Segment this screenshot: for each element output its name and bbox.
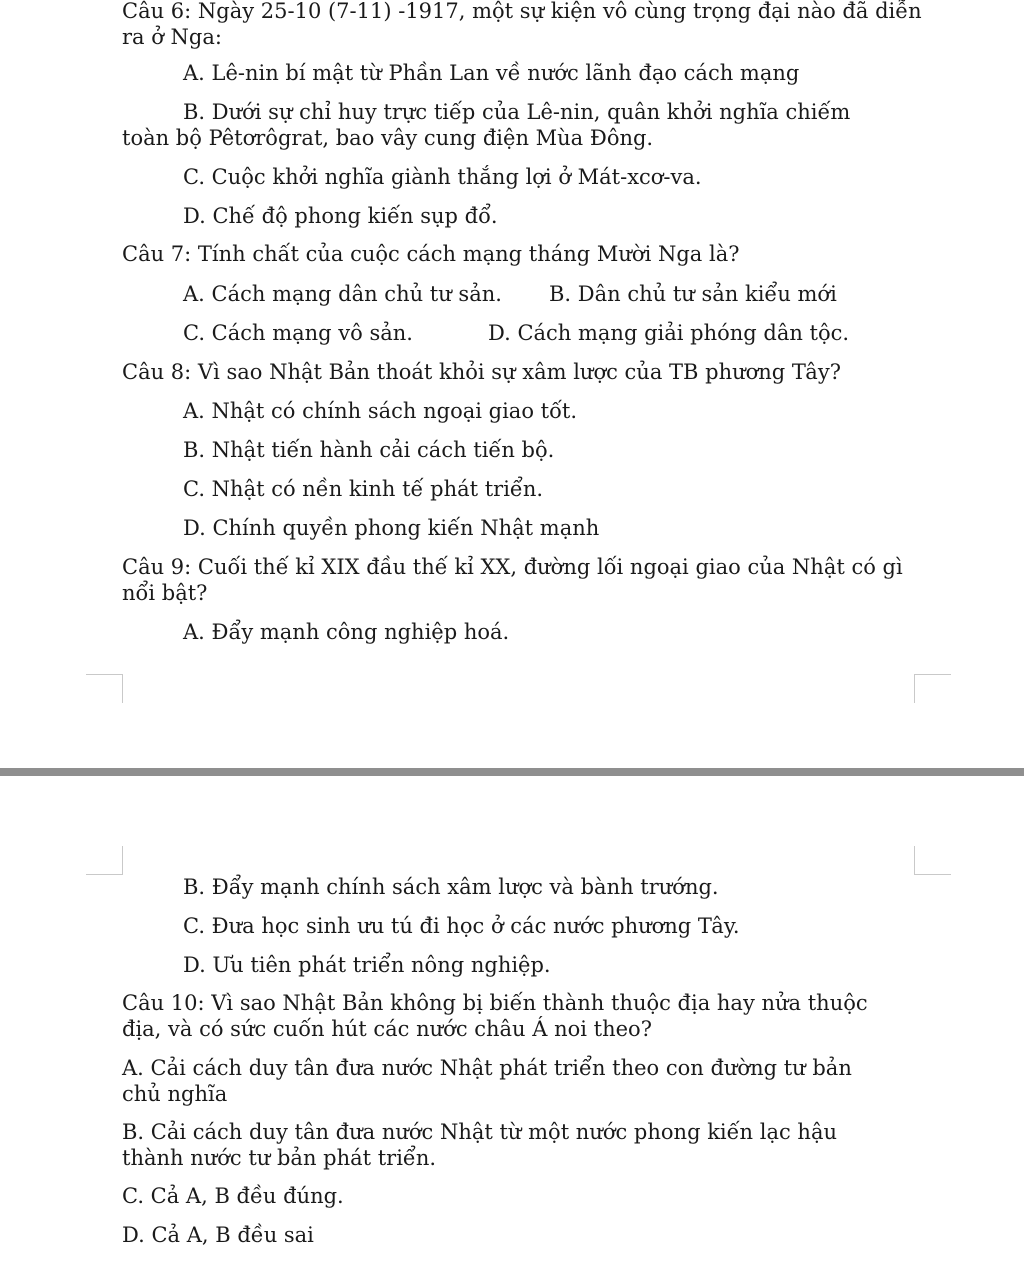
page-separator (0, 768, 1024, 776)
question-10-option-a: A. Cải cách duy tân đưa nước Nhật phát triển theo con đường tư bản chủ nghĩa (122, 1056, 852, 1106)
question-7-option-b: B. Dân chủ tư sản kiểu mới (549, 282, 837, 306)
question-7-option-a: A. Cách mạng dân chủ tư sản. (183, 282, 502, 306)
question-7-option-d: D. Cách mạng giải phóng dân tộc. (488, 321, 850, 345)
question-9-option-b: B. Đẩy mạnh chính sách xâm lược và bành trướng. (183, 875, 719, 899)
page-corner-mark-bottom-left (86, 674, 123, 703)
question-10-option-c: C. Cả A, B đều đúng. (122, 1184, 344, 1208)
question-6-option-d: D. Chế độ phong kiến sụp đổ. (183, 204, 498, 228)
question-9-option-a: A. Đẩy mạnh công nghiệp hoá. (183, 620, 510, 644)
question-6-option-c: C. Cuộc khởi nghĩa giành thắng lợi ở Mát-xcơ-va. (183, 165, 702, 189)
question-10-stem: Câu 10: Vì sao Nhật Bản không bị biến thành thuộc địa hay nửa thuộc địa, và có sức cuốn hút các nước châu Á noi theo? (122, 991, 868, 1041)
question-7-option-c: C. Cách mạng vô sản. (183, 321, 413, 345)
question-8-option-a: A. Nhật có chính sách ngoại giao tốt. (183, 399, 578, 423)
question-6-option-a: A. Lê-nin bí mật từ Phần Lan về nước lãnh đạo cách mạng (183, 61, 800, 85)
page-corner-mark-top-left (86, 846, 123, 875)
question-9-stem: Câu 9: Cuối thế kỉ XIX đầu thế kỉ XX, đường lối ngoại giao của Nhật có gì nổi bật? (122, 555, 903, 605)
question-8-option-c: C. Nhật có nền kinh tế phát triển. (183, 477, 544, 501)
question-6-stem: Câu 6: Ngày 25-10 (7-11) -1917, một sự kiện vô cùng trọng đại nào đã diễn ra ở Nga: (122, 0, 922, 49)
page-corner-mark-top-right (914, 846, 951, 875)
question-9-option-c: C. Đưa học sinh ưu tú đi học ở các nước phương Tây. (183, 914, 740, 938)
question-8-stem: Câu 8: Vì sao Nhật Bản thoát khỏi sự xâm lược của TB phương Tây? (122, 360, 841, 384)
question-8-option-b: B. Nhật tiến hành cải cách tiến bộ. (183, 438, 555, 462)
question-6-option-b: B. Dưới sự chỉ huy trực tiếp của Lê-nin, quân khởi nghĩa chiếm toàn bộ Pêtơrôgrat, bao vây cung điện Mùa Đông. (122, 100, 851, 150)
question-8-option-d: D. Chính quyền phong kiến Nhật mạnh (183, 516, 600, 540)
page-corner-mark-bottom-right (914, 674, 951, 703)
question-7-stem: Câu 7: Tính chất của cuộc cách mạng tháng Mười Nga là? (122, 242, 740, 266)
question-10-option-d: D. Cả A, B đều sai (122, 1223, 314, 1247)
question-9-option-d: D. Ưu tiên phát triển nông nghiệp. (183, 953, 551, 977)
document-page-2 (0, 776, 1024, 1280)
question-10-option-b: B. Cải cách duy tân đưa nước Nhật từ một nước phong kiến lạc hậu thành nước tư bản phát triển. (122, 1120, 837, 1170)
